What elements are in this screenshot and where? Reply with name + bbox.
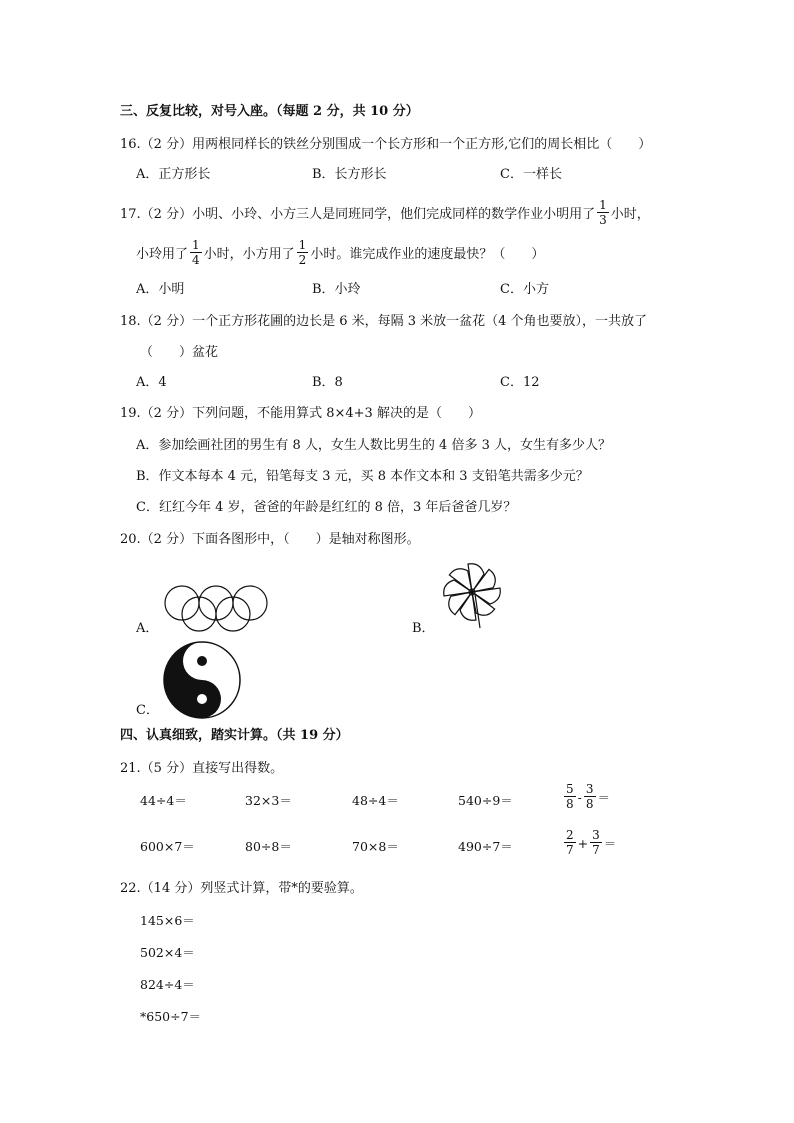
question-16-stem: 16.（2 分）用两根同样长的铁丝分别围成一个长方形和一个正方形,它们的周长相比（ ） bbox=[120, 137, 652, 152]
q17-option-b: B．小玲 bbox=[312, 282, 361, 297]
calc-item: 80÷8＝ bbox=[245, 839, 292, 854]
q17-option-a: A．小明 bbox=[136, 282, 185, 297]
q17-fraction-one-third: $\frac{1}{3}$ bbox=[599, 198, 607, 227]
q16-option-c: C．一样长 bbox=[500, 167, 562, 182]
yin-yang-figure bbox=[162, 640, 242, 720]
pinwheel-figure bbox=[438, 558, 508, 630]
question-19-stem: 19.（2 分）下列问题，不能用算式 8×4+3 解决的是（ ） bbox=[120, 406, 481, 421]
question-17-line-2 bbox=[136, 240, 544, 269]
q20-label-b: B． bbox=[412, 621, 435, 636]
q16-option-b: B．长方形长 bbox=[312, 167, 387, 182]
question-21-stem: 21.（5 分）直接写出得数。 bbox=[120, 761, 284, 776]
vertical-calc-item: *650÷7＝ bbox=[140, 1009, 202, 1024]
q17-text-2a: 小玲用了 bbox=[136, 247, 189, 262]
question-20-stem: 20.（2 分）下面各图形中，（ ）是轴对称图形。 bbox=[120, 532, 420, 547]
q18-option-b: B．8 bbox=[312, 375, 343, 390]
olympic-rings-figure bbox=[162, 582, 272, 634]
q19-option-c: C．红红今年 4 岁，爸爸的年龄是红红的 8 倍，3 年后爸爸几岁？ bbox=[136, 500, 517, 515]
q17-text-1a: 17.（2 分）小明、小玲、小方三人是同班同学，他们完成同样的数学作业小明用了 bbox=[120, 207, 596, 222]
section-4-title: 四、认真细致，踏实计算。（共 19 分） bbox=[120, 728, 349, 743]
calc-item: 600×7＝ bbox=[140, 839, 195, 854]
q19-option-b: B．作文本每本 4 元，铅笔每支 3 元，买 8 本作文本和 3 支铅笔共需多少元？ bbox=[136, 469, 589, 484]
question-18-line-2: （ ）盆花 bbox=[140, 345, 219, 360]
vertical-calc-item: 145×6＝ bbox=[140, 913, 195, 928]
q19-option-a: A．参加绘画社团的男生有 8 人，女生人数比男生的 4 倍多 3 人，女生有多少人？ bbox=[136, 438, 611, 453]
q17-text-1b: 小时， bbox=[610, 207, 650, 222]
q17-text-2b: 小时，小方用了 bbox=[203, 247, 295, 262]
calc-item: 540÷9＝ bbox=[458, 793, 513, 808]
vertical-calc-item: 824÷4＝ bbox=[140, 977, 195, 992]
calc-item: 32×3＝ bbox=[245, 793, 292, 808]
q17-text-2c: 小时。谁完成作业的速度最快？（ ） bbox=[310, 247, 545, 262]
q16-option-a: A．正方形长 bbox=[136, 167, 211, 182]
q18-option-a: A．4 bbox=[136, 375, 167, 390]
calc-item: 44÷4＝ bbox=[140, 793, 187, 808]
q17-option-c: C．小方 bbox=[500, 282, 549, 297]
question-17-line-1 bbox=[120, 200, 650, 229]
question-18-line-1: 18.（2 分）一个正方形花圃的边长是 6 米，每隔 3 米放一盆花（4 个角也要放），一共放了 bbox=[120, 314, 648, 329]
section-3-title: 三、反复比较，对号入座。（每题 2 分，共 10 分） bbox=[120, 104, 419, 119]
q17-fraction-one-half: $\frac{1}{2}$ bbox=[298, 238, 307, 267]
q20-label-c: C． bbox=[136, 703, 159, 718]
vertical-calc-item: 502×4＝ bbox=[140, 945, 195, 960]
question-22-stem: 22.（14 分）列竖式计算，带*的要验算。 bbox=[120, 881, 363, 896]
fraction-expression-1: $\frac{5}{8}$ - $\frac{3}{8}$ ＝ bbox=[566, 782, 611, 811]
q17-fraction-one-quarter: $\frac{1}{4}$ bbox=[192, 238, 200, 267]
calc-item: 48÷4＝ bbox=[352, 793, 399, 808]
calc-item: 70×8＝ bbox=[352, 839, 399, 854]
q18-option-c: C．12 bbox=[500, 375, 540, 390]
calc-item: 490÷7＝ bbox=[458, 839, 513, 854]
fraction-expression-2: $\frac{2}{7}$ + $\frac{3}{7}$ ＝ bbox=[566, 828, 617, 857]
q20-label-a: A． bbox=[136, 621, 159, 636]
